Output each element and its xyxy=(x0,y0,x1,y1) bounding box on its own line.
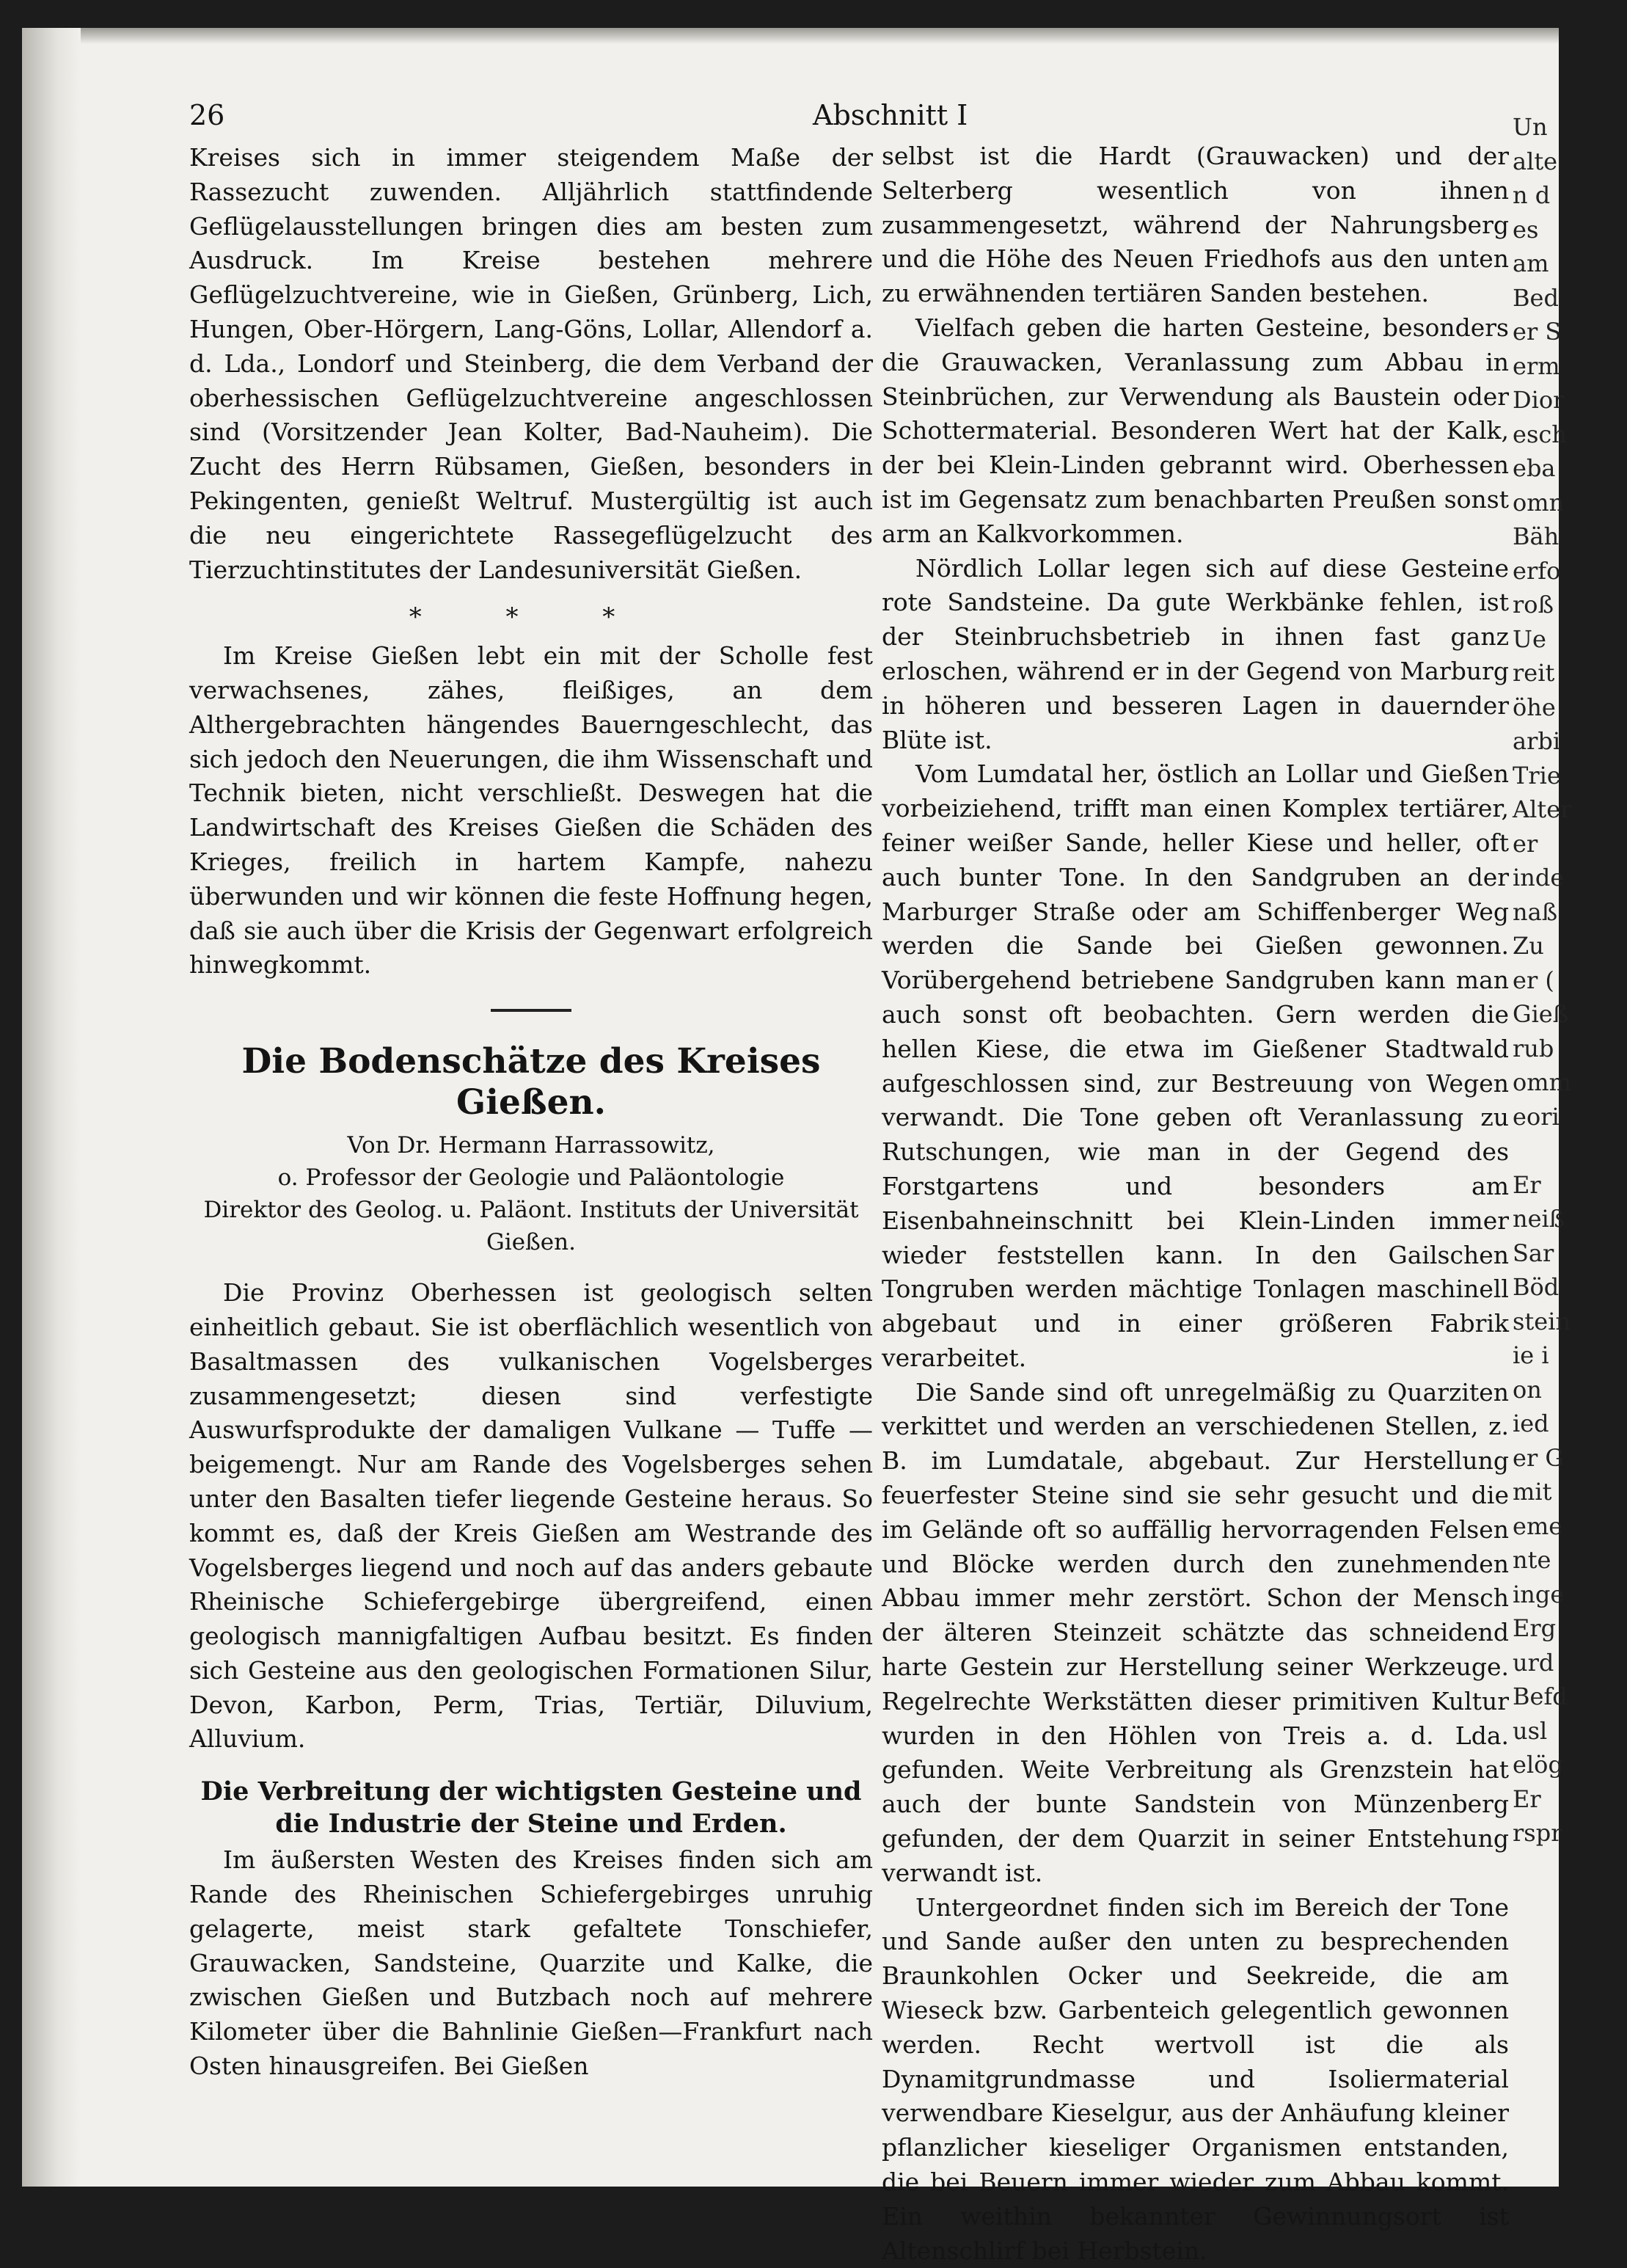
edge-fragment: es xyxy=(1513,215,1539,244)
edge-fragment: inde xyxy=(1513,864,1565,891)
edge-fragment: stein xyxy=(1513,1307,1571,1335)
paragraph-hardt: selbst ist die Hardt (Grauwacken) und der Selterberg wesentlich von ihnen zusammengesetzt, während der Nahrungsberg und die Höhe des Neuen Friedhofs aus den unten zu erwähnenden tertiären Sanden bestehen. xyxy=(882,142,1509,308)
edge-fragment: omn xyxy=(1513,488,1565,517)
edge-fragment: naß xyxy=(1513,897,1558,926)
article-title: Die Bodenschätze des Kreises Gießen. xyxy=(241,1041,821,1123)
paragraph-quarries: Vielfach geben die harten Gesteine, besonders die Grauwacken, Veranlassung zum Abbau in Steinbrüchen, zur Verwendung als Baustein oder Schottermaterial. Besonderen Wert hat der Kalk, der bei Klein-Linden gebrannt wird. Oberhessen ist im Gegensatz zum benachbarten Preußen sonst arm an Kalkvorkommen. xyxy=(882,313,1509,548)
paragraph-tertiary: Vom Lumdatal her, östlich an Lollar und Gießen vorbeiziehend, trifft man einen Komplex tertiärer, feiner weißer Sande, heller Kiese und heller, oft auch bunter Tone. In den Sandgruben an der Marburger Straße oder am Schiffenberger Weg werden die Sande bei Gießen gewonnen. Vorübergehend betriebene Sandgruben kann man auch sonst oft beobachten. Gern werden die hellen Kiese, die etwa im Gießener Stadtwald aufgeschlossen sind, zur Bestreuung von Wegen verwandt. Die Tone geben oft Veranlassung zu Rutschungen, wie man in der Gegend des Forstgartens und besonders am Eisenbahneinschnitt bei Klein-Linden immer wieder feststellen kann. In den Gailschen Tongruben werden mächtige Tonlagen maschinell abgebaut und in einer größeren Fabrik verarbeitet. xyxy=(882,759,1509,1372)
edge-fragment: er ( xyxy=(1513,966,1554,994)
edge-fragment: inge xyxy=(1513,1580,1565,1608)
edge-fragment: mit xyxy=(1513,1478,1552,1506)
page-top-shadow xyxy=(22,28,1559,44)
right-column xyxy=(882,139,1509,2268)
edge-fragment: arbi xyxy=(1513,727,1561,755)
edge-fragment: urd xyxy=(1513,1648,1554,1677)
edge-fragment: öhe xyxy=(1513,693,1556,721)
edge-fragment: eme xyxy=(1513,1512,1563,1540)
edge-fragment: on xyxy=(1513,1375,1542,1404)
edge-fragment: roß xyxy=(1513,591,1554,619)
next-page-edge-column xyxy=(1513,110,1572,1851)
edge-fragment: Gieß xyxy=(1513,1000,1569,1028)
edge-fragment: eba xyxy=(1513,454,1556,482)
paragraph-poultry: Kreises sich in immer steigendem Maße der Rassezucht zuwenden. Alljährlich stattfindende Geflügelausstellungen bringen dies am besten zum Ausdruck. Im Kreise bestehen mehrere Geflügelzuchtvereine, wie in Gießen, Grünberg, Lich, Hungen, Ober-Hörgern, Lang-Göns, Lollar, Allendorf a. d. Lda., Londorf und Steinberg, die dem Verband der oberhessischen Geflügelzuchtvereine angeschlossen sind (Vorsitzender Jean Kolter, Bad-Nauheim). Die Zucht des Herrn Rübsamen, Gießen, besonders in Pekingenten, genießt Weltruf. Mustergültig ist auch die neu eingerichtete Rassegeflügelzucht des Tierzuchtinstitutes der Landesuniversität Gießen. xyxy=(189,143,873,584)
edge-fragment xyxy=(1513,1134,1559,1168)
edge-fragment: ie i xyxy=(1513,1341,1549,1369)
edge-fragment: reit xyxy=(1513,659,1555,687)
page-number: 26 xyxy=(189,99,225,131)
edge-fragment: eori xyxy=(1513,1102,1560,1131)
section-divider-stars: * * * xyxy=(409,602,654,632)
edge-fragment: Dior xyxy=(1513,386,1565,414)
edge-fragment: omm xyxy=(1513,1068,1571,1096)
edge-fragment: alte xyxy=(1513,147,1558,175)
edge-fragment: Böd xyxy=(1513,1273,1560,1301)
edge-fragment: neiß xyxy=(1513,1205,1565,1233)
edge-fragment: Erg xyxy=(1513,1614,1557,1642)
edge-fragment: Ue xyxy=(1513,624,1546,653)
edge-fragment: Befd xyxy=(1513,1682,1568,1710)
edge-fragment: er G xyxy=(1513,1443,1564,1472)
paragraph-geology-intro: Die Provinz Oberhessen ist geologisch selten einheitlich gebaut. Sie ist oberflächlich wesentlich von Basaltmassen des vulkanischen Vogelsberges zusammengesetzt; diesen sind verfestigte Auswurfsprodukte der damaligen Vulkane — Tuffe — beigemengt. Nur am Rande des Vogelsberges sehen unter den Basalten tiefer liegende Gesteine heraus. So kommt es, daß der Kreis Gießen am Westrande des Vogelsberges liegend und noch auf das anders gebaute Rheinische Schiefergebirge übergreifend, einen geologisch mannigfaltigen Aufbau besitzt. Es finden sich Gesteine aus den geologischen Formationen Silur, Devon, Karbon, Perm, Trias, Tertiär, Diluvium, Alluvium. xyxy=(189,1278,873,1754)
edge-fragment: Bed xyxy=(1513,283,1559,312)
edge-fragment: rspr xyxy=(1513,1819,1562,1847)
edge-fragment: er S xyxy=(1513,318,1562,346)
edge-fragment: Er xyxy=(1513,1170,1541,1199)
paragraph-kieselgur: Untergeordnet finden sich im Bereich der Tone und Sande außer den unten zu besprechenden Braunkohlen Ocker und Seekreide, die am Wieseck bzw. Garbenteich gelegentlich gewonnen werden. Recht wertvoll ist die als Dynamitgrundmasse und Isoliermaterial verwendbare Kieselgur, aus der Anhäufung kleiner pflanzlicher kieseliger Organismen entstanden, die bei Beuern immer wieder zum Abbau kommt. Ein weithin bekannter Gewinnungsort ist Altenschlirf bei Herbstein. xyxy=(882,1892,1509,2265)
paragraph-farmers: Im Kreise Gießen lebt ein mit der Scholle fest verwachsenes, zähes, fleißiges, an dem Althergebrachten hängendes Bauerngeschlecht, das sich jedoch den Neuerungen, die ihm Wissenschaft und Technik bieten, nicht verschließt. Deswegen hat die Landwirtschaft des Kreises Gießen die Schäden des Krieges, freilich in hartem Kampfe, nahezu überwunden und wir können die feste Hoffnung hegen, daß sie auch über die Krisis der Gegenwart erfolgreich hinwegkommt. xyxy=(189,641,873,980)
section-subtitle: Die Verbreitung der wichtigsten Gesteine und die Industrie der Steine und Erden. xyxy=(200,1776,862,1839)
paragraph-quartzite: Die Sande sind oft unregelmäßig zu Quarziten verkittet und werden an verschiedenen Stellen, z. B. im Lumdatale, abgebaut. Zur Herstellung feuerfester Steine sind sie sehr gesucht und die im Gelände oft so auffällig hervorragenden Felsen und Blöcke werden durch den zunehmenden Abbau immer mehr zerstört. Schon der Mensch der älteren Steinzeit schätzte das schneidend harte Gestein zur Herstellung seiner Werkzeuge. Regelrechte Werkstätten dieser primitiven Kultur wurden in den Höhlen von Treis a. d. Lda. gefunden. Weite Verbreitung als Grenzstein hat auch der bunte Sandstein von Münzenberg gefunden, der dem Quarzit in seiner Entstehung verwandt ist. xyxy=(882,1377,1509,1887)
edge-fragment: erm xyxy=(1513,351,1560,380)
edge-fragment: Bäh xyxy=(1513,522,1560,550)
running-head: Abschnitt I xyxy=(813,99,968,131)
edge-fragment: am xyxy=(1513,249,1549,277)
edge-fragment: ied xyxy=(1513,1410,1549,1437)
binding-gutter xyxy=(22,28,81,2187)
edge-fragment: esch xyxy=(1513,420,1567,448)
edge-fragment: Er xyxy=(1513,1784,1541,1813)
author-line: Von Dr. Hermann Harrassowitz, xyxy=(347,1132,715,1159)
edge-fragment: Un xyxy=(1513,113,1548,141)
author-institute-line: Direktor des Geolog. u. Paläont. Instituts der Universität Gießen. xyxy=(203,1197,859,1256)
edge-fragment: elög xyxy=(1513,1751,1563,1779)
edge-fragment: usl xyxy=(1513,1716,1548,1745)
paragraph-west: Im äußersten Westen des Kreises finden sich am Rande des Rheinischen Schiefergebirges unruhig gelagerte, meist stark gefaltete Tonschiefer, Grauwacken, Sandsteine, Quarzite und Kalke, die zwischen Gießen und Butzbach noch auf mehrere Kilometer über die Bahnlinie Gießen—Frankfurt nach Osten hinausgreifen. Bei Gießen xyxy=(189,1845,873,2081)
paragraph-sandstone: Nördlich Lollar legen sich auf diese Gesteine rote Sandsteine. Da gute Werkbänke fehlen, ist der Steinbruchsbetrieb in ihnen fast ganz erloschen, während er in der Gegend von Marburg in höheren und besseren Lagen in dauernder Blüte ist. xyxy=(882,553,1509,754)
left-column xyxy=(189,141,873,2084)
edge-fragment: Zu xyxy=(1513,932,1544,960)
edge-fragment: er xyxy=(1513,829,1538,858)
edge-fragment: Alter xyxy=(1513,795,1572,823)
edge-fragment: Sar xyxy=(1513,1239,1554,1267)
author-title-line: o. Professor der Geologie und Paläontologie xyxy=(277,1164,785,1192)
edge-fragment: rub xyxy=(1513,1034,1554,1062)
edge-fragment: nte xyxy=(1513,1546,1551,1574)
edge-fragment: Trie xyxy=(1513,761,1561,790)
edge-fragment: n d xyxy=(1513,181,1551,209)
section-rule xyxy=(491,1009,571,1012)
edge-fragment: erfo xyxy=(1513,556,1561,585)
